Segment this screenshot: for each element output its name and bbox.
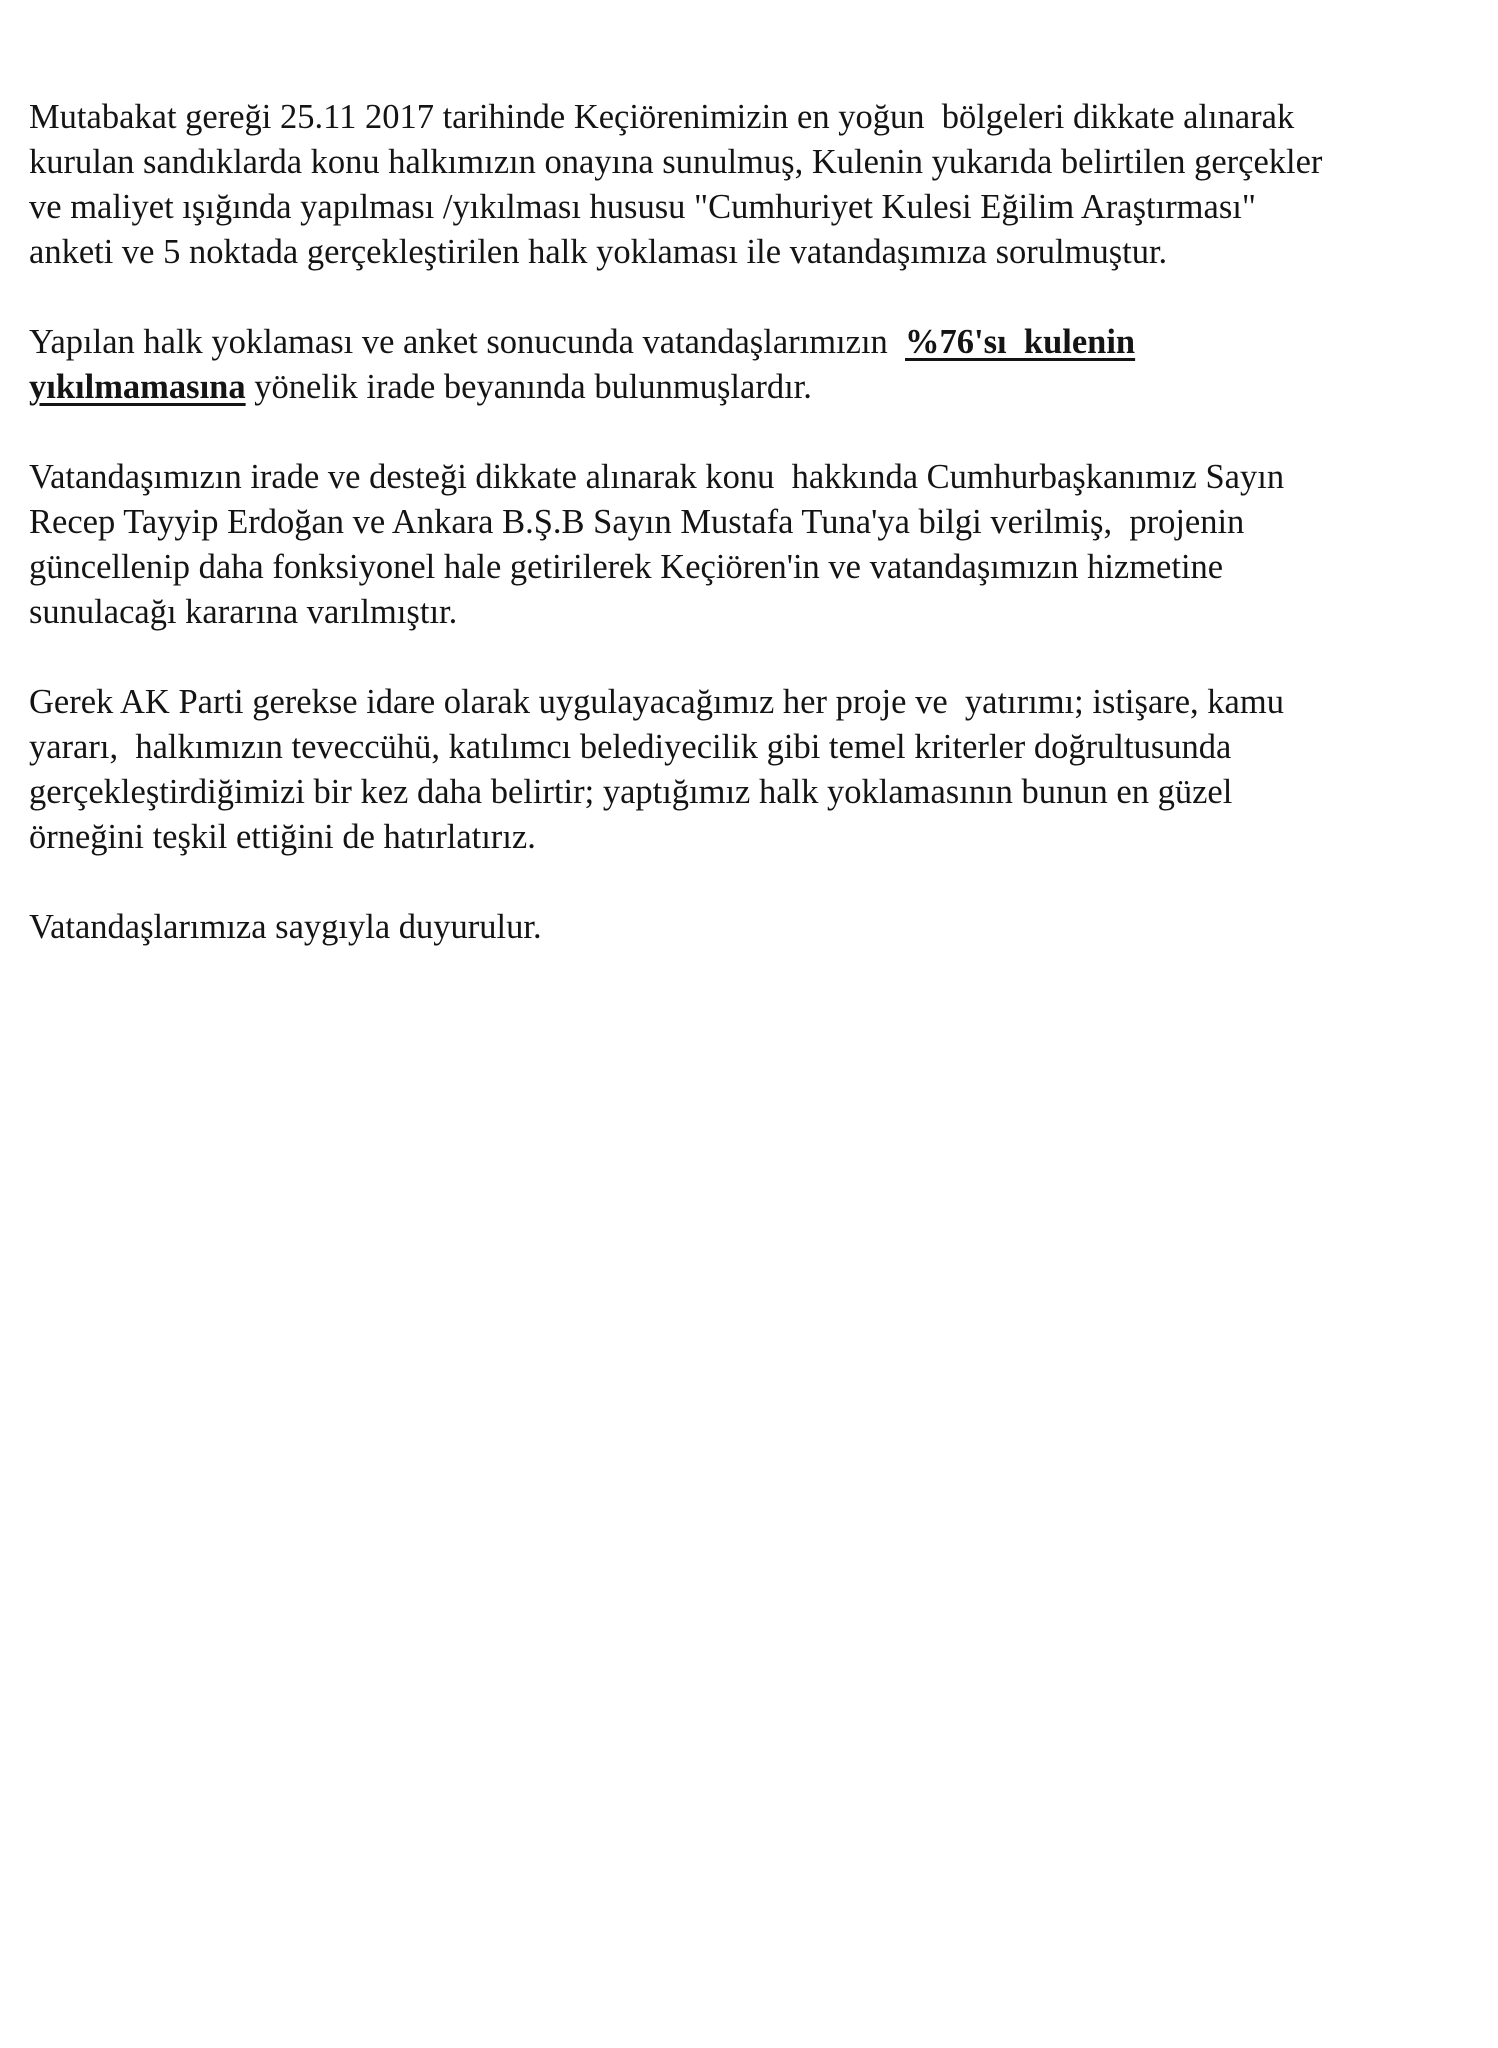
- paragraph-survey-result: [29, 320, 1469, 410]
- text-line: güncellenip daha fonksiyonel hale getirilerek Keçiören'in ve vatandaşımızın hizmetine: [29, 548, 1224, 586]
- text-line: kurulan sandıklarda konu halkımızın onayına sunulmuş, Kulenin yukarıda belirtilen gerçekler: [29, 143, 1323, 181]
- text-line: gerçekleştirdiğimizi bir kez daha belirtir; yaptığımız halk yoklamasının bunun en güzel: [29, 773, 1233, 811]
- text-line: Mutabakat gereği 25.11 2017 tarihinde Keçiörenimizin en yoğun bölgeleri dikkate alınarak: [29, 98, 1295, 136]
- result-intro-text: Yapılan halk yoklaması ve anket sonucunda vatandaşlarımızın: [29, 323, 906, 361]
- text-line: Vatandaşımızın irade ve desteği dikkate alınarak konu hakkında Cumhurbaşkanımız Sayın: [29, 458, 1285, 496]
- paragraph-decision: [29, 455, 1469, 635]
- text-line: anketi ve 5 noktada gerçekleştirilen halk yoklaması ile vatandaşımıza sorulmuştur.: [29, 233, 1168, 271]
- result-closing-text: yönelik irade beyanında bulunmuşlardır.: [245, 368, 812, 406]
- text-line: yararı, halkımızın teveccühü, katılımcı belediyecilik gibi temel kriterler doğrultusunda: [29, 728, 1232, 766]
- paragraph-principles: [29, 680, 1469, 860]
- text-line: [29, 365, 1469, 410]
- result-outcome-emphasis: yıkılmamasına: [29, 368, 246, 406]
- text-line: örneğini teşkil ettiğini de hatırlatırız.: [29, 818, 536, 856]
- text-line: Recep Tayyip Erdoğan ve Ankara B.Ş.B Sayın Mustafa Tuna'ya bilgi verilmiş, projenin: [29, 503, 1245, 541]
- document-page: [29, 95, 1469, 995]
- text-line: [29, 320, 1469, 365]
- text-line: sunulacağı kararına varılmıştır.: [29, 593, 458, 631]
- paragraph-survey-method: [29, 95, 1469, 275]
- text-line: ve maliyet ışığında yapılması /yıkılması hususu "Cumhuriyet Kulesi Eğilim Araştırması": [29, 188, 1256, 226]
- paragraph-closing: [29, 905, 1469, 950]
- text-line: Gerek AK Parti gerekse idare olarak uygulayacağımız her proje ve yatırımı; istişare, kamu: [29, 683, 1284, 721]
- result-percentage-emphasis: %76'sı kulenin: [905, 323, 1136, 361]
- closing-line: Vatandaşlarımıza saygıyla duyurulur.: [29, 908, 542, 946]
